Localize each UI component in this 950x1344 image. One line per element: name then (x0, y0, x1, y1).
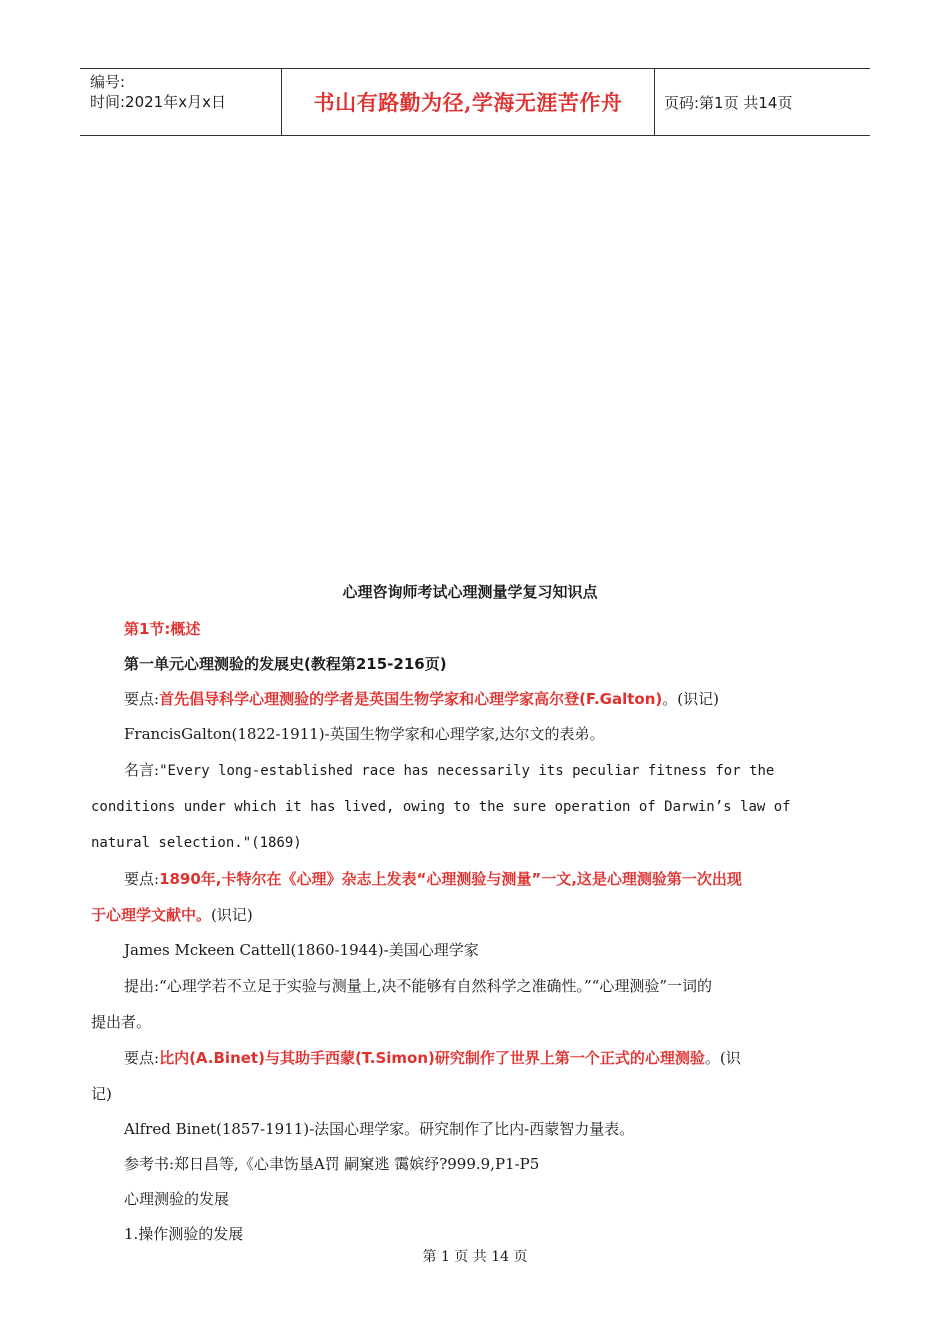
section-heading: 第1节:概述 (124, 620, 201, 638)
quote-block (91, 752, 849, 861)
development-heading: 心理测验的发展 (124, 1190, 230, 1208)
key-point-label: 要点: (124, 870, 160, 888)
key-point-1 (91, 682, 849, 717)
number-label: 编号: (90, 73, 126, 91)
document-header (80, 68, 870, 136)
proposal-line-1: 提出:“心理学若不立足于实验与测量上,决不能够有自然科学之准确性。”“心理测验”一词的 (124, 977, 712, 995)
key-point-text-line-1: 1890年,卡特尔在《心理》杂志上发表“心理测验与测量”一文,这是心理测验第一次出现 (159, 870, 742, 888)
quote-line-2: conditions under which it has lived, owing to the sure operation of Darwin’s law of (91, 799, 791, 815)
galton-bio: FrancisGalton(1822-1911)-英国生物学家和心理学家,达尔文的表弟。 (124, 725, 605, 743)
key-point-label: 要点: (124, 1049, 160, 1067)
header-motto: 书山有路勤为径,学海无涯苦作舟 (282, 69, 655, 135)
list-item-1: 1.操作测验的发展 (124, 1225, 244, 1243)
header-page-info: 页码:第1页 共14页 (664, 93, 793, 112)
reference-line: 参考书:郑日昌等,《心聿饬垦Α罚 嗣窠逃 霭嫔纾?999.9,P1-P5 (124, 1155, 540, 1173)
key-point-text-line-2: 于心理学文献中。 (91, 906, 212, 924)
proposal-line-2: 提出者。 (91, 1013, 152, 1031)
quote-line-3: natural selection."(1869) (91, 835, 302, 851)
quote-line-1: "Every long-established race has necessarily its peculiar fitness for the (159, 763, 775, 779)
key-point-suffix: 。(识记) (662, 690, 719, 708)
key-point-text: 首先倡导科学心理测验的学者是英国生物学家和心理学家高尔登(F.Galton) (159, 690, 663, 708)
document-title: 心理咨询师考试心理测量学复习知识点 (342, 583, 598, 601)
header-meta (80, 69, 282, 135)
key-point-label: 要点: (124, 690, 160, 708)
key-point-3 (91, 1040, 849, 1112)
cattell-bio: James Mckeen Cattell(1860-1944)-美国心理学家 (124, 941, 479, 959)
unit-heading: 第一单元心理测验的发展史(教程第215-216页) (124, 655, 447, 673)
quote-label: 名言: (124, 761, 160, 779)
key-point-2 (91, 861, 849, 933)
key-point-suffix: 。(识 (704, 1049, 741, 1067)
proposal-block (91, 968, 849, 1040)
document-body (91, 578, 849, 1252)
binet-bio: Alfred Binet(1857-1911)-法国心理学家。研究制作了比内-西蒙智力量表。 (124, 1120, 635, 1138)
key-point-text: 比内(A.Binet)与其助手西蒙(T.Simon)研究制作了世界上第一个正式的心理测验 (159, 1049, 705, 1067)
key-point-suffix-line-2: 记) (91, 1085, 112, 1103)
page-footer: 第 1 页 共 14 页 (422, 1249, 528, 1265)
key-point-suffix: (识记) (211, 906, 253, 924)
time-label: 时间:2021年x月x日 (90, 93, 226, 111)
